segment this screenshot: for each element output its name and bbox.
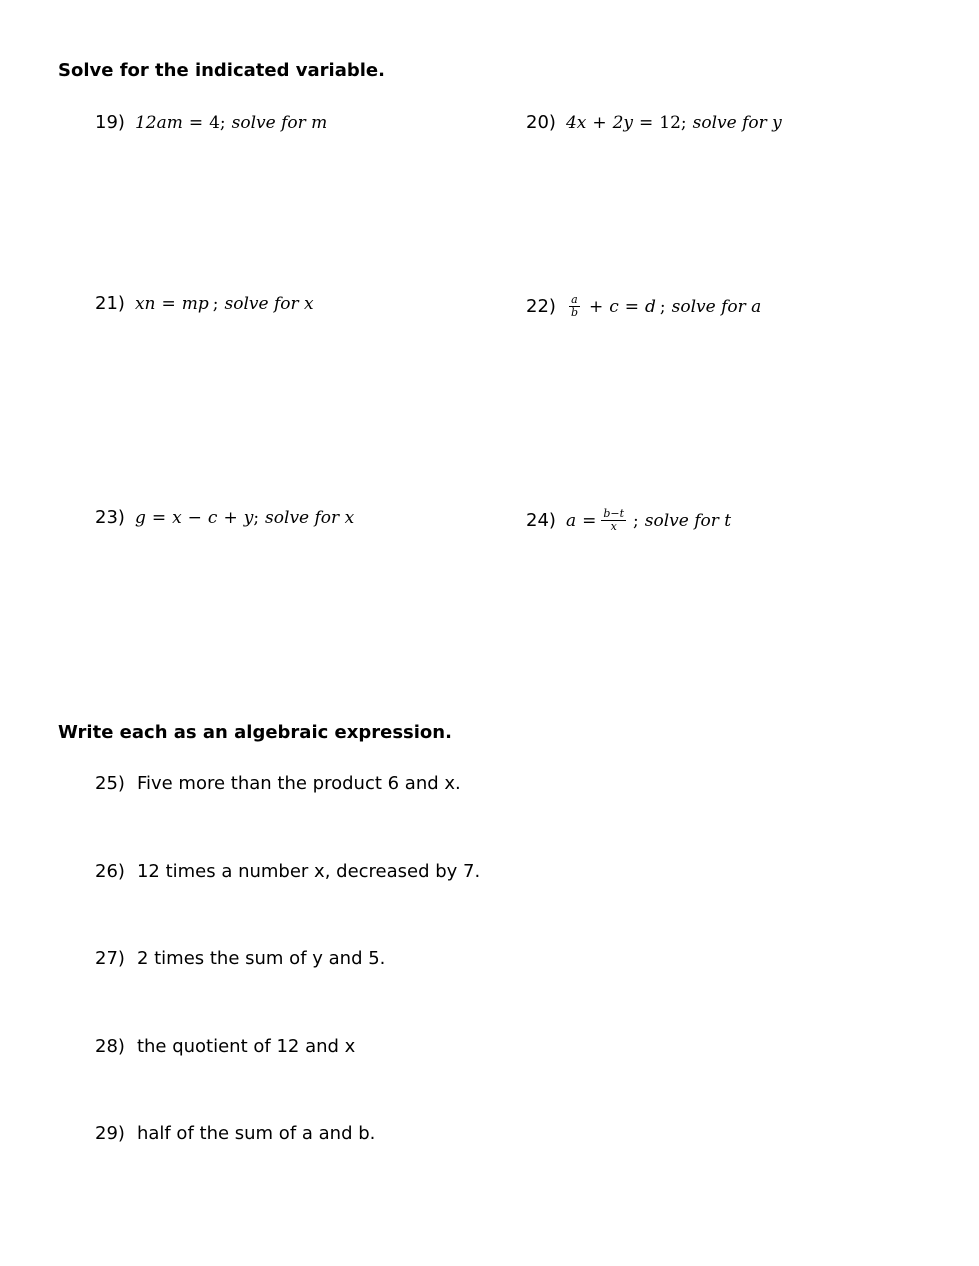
problem-number: 19) (95, 112, 125, 133)
problem-19 (95, 111, 327, 135)
problem-number: 24) (526, 509, 556, 531)
problem-22 (526, 294, 761, 319)
problem-24 (526, 508, 731, 533)
equals-sign: = (582, 510, 597, 531)
item-text: Five more than the product 6 and x. (136, 773, 461, 794)
equals-sign: = (161, 294, 176, 314)
expression-item-27 (95, 947, 385, 971)
problem-23 (95, 506, 354, 530)
problem-number: 22) (526, 295, 556, 317)
item-text: the quotient of 12 and x (136, 1036, 356, 1057)
minus-sign: − (187, 508, 202, 528)
expression-item-28 (95, 1035, 355, 1059)
instruction: solve for t (644, 510, 732, 531)
section-heading-expressions: Write each as an algebraic expression. (58, 722, 452, 743)
equation-term: c (207, 508, 218, 528)
problem-number: 21) (95, 293, 125, 314)
instruction: solve for y (692, 113, 782, 133)
plus-sign: + (592, 113, 607, 133)
separator: ; (219, 113, 226, 133)
plus-sign: + (588, 296, 604, 317)
equation (566, 294, 761, 319)
fraction (601, 508, 626, 533)
problem-number: 26) (95, 861, 125, 882)
equation-term: c (609, 296, 619, 317)
fraction-numerator: a (571, 293, 578, 306)
equation-term: xn (134, 294, 156, 314)
equation-term: d (645, 296, 656, 317)
problem-number: 23) (95, 507, 125, 528)
expression-item-29 (95, 1122, 375, 1146)
separator: ; (212, 294, 219, 314)
problem-number: 29) (95, 1123, 125, 1144)
equation-term: 2y (612, 113, 634, 133)
separator: ; (633, 510, 639, 531)
problem-number: 28) (95, 1036, 125, 1057)
item-text: 2 times the sum of y and 5. (136, 948, 386, 969)
separator: ; (253, 508, 260, 528)
item-text: half of the sum of a and b. (136, 1123, 376, 1144)
instruction: solve for a (671, 296, 762, 317)
equation-term: y (243, 508, 254, 528)
equals-sign: = (188, 113, 204, 133)
equation-term: x (172, 508, 182, 528)
expression-item-26 (95, 860, 480, 884)
fraction-denominator: b (570, 306, 578, 319)
equation-term: 12 (659, 113, 681, 133)
fraction-denominator: x (610, 520, 617, 533)
equals-sign: = (151, 508, 167, 528)
problem-number: 25) (95, 773, 125, 794)
fraction (569, 294, 580, 319)
problem-number: 20) (526, 112, 556, 133)
instruction: solve for x (224, 294, 314, 314)
equation-term: 4 (209, 113, 220, 133)
separator: ; (659, 296, 666, 317)
expression-item-25 (95, 772, 461, 796)
problem-20 (526, 111, 782, 135)
equation (566, 111, 782, 135)
equation (566, 508, 731, 533)
equals-sign: = (639, 113, 654, 133)
equation-term: mp (181, 294, 209, 314)
instruction: solve for x (265, 508, 355, 528)
instruction: solve for m (231, 113, 328, 133)
equals-sign: = (624, 296, 640, 317)
equation (135, 506, 354, 530)
equation-term: g (134, 508, 146, 528)
item-text: 12 times a number x, decreased by 7. (136, 861, 481, 882)
separator: ; (680, 113, 687, 133)
equation-term: 4x (565, 113, 587, 133)
problem-21 (95, 292, 314, 316)
plus-sign: + (223, 508, 238, 528)
equation (135, 111, 327, 135)
fraction-numerator: b−t (603, 507, 625, 520)
equation-term: 12am (134, 113, 183, 133)
section-heading-solve: Solve for the indicated variable. (58, 60, 385, 81)
problem-number: 27) (95, 948, 125, 969)
equation-term: a (565, 510, 577, 531)
equation (135, 292, 314, 316)
